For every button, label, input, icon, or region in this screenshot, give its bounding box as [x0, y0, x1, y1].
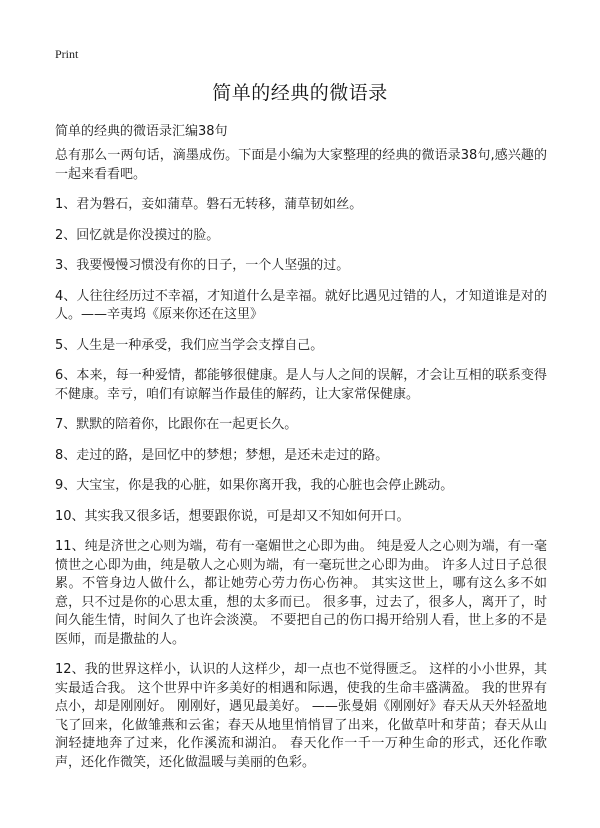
quote-item-6: 6、本来，每一种爱情，都能够很健康。是人与人之间的误解，才会让互相的联系变得不健康。幸亏，咱们有谅解当作最佳的解药，让大家常保健康。: [55, 368, 547, 402]
document-subtitle: 简单的经典的微语录汇编38句: [55, 124, 228, 139]
page-title: 简单的经典的微语录: [212, 82, 388, 104]
quote-item-1: 1、君为磐石，妾如蒲草。磐石无转移，蒲草韧如丝。: [55, 197, 363, 212]
quote-item-8: 8、走过的路，是回忆中的梦想；梦想，是还未走过的路。: [55, 447, 389, 463]
quote-item-9: 9、大宝宝，你是我的心脏，如果你离开我，我的心脏也会停止跳动。: [55, 478, 454, 493]
quote-item-10: 10、其实我又很多话，想要跟你说，可是却又不知如何开口。: [55, 508, 410, 524]
quote-item-4: 4、人往往经历过不幸福，才知道什么是幸福。就好比遇见过错的人，才知道谁是对的人。——辛夷坞《原来你还在这里》: [55, 288, 547, 322]
quote-item-5: 5、人生是一种承受，我们应当学会支撑自己。: [55, 337, 324, 353]
intro-paragraph: 总有那么一两句话，滴墨成伤。下面是小编为大家整理的经典的微语录38句,感兴趣的一起来看看吧。: [55, 148, 547, 182]
quote-item-2: 2、回忆就是你没摸过的脸。: [55, 227, 220, 243]
print-link[interactable]: Print: [55, 47, 79, 61]
quote-item-12: 12、我的世界这样小，认识的人这样少，却一点也不觉得匮乏。 这样的小小世界，其实最适合我。 这个世界中许多美好的相遇和际遇，使我的生命丰盛满盈。 我的世界有点小，却是刚刚好。 刚刚好，遇见最美好。 ——张曼娟《刚刚好》春天从天外轻盈地飞了回来，化做雏燕和云雀；春天从地里悄悄冒了出来，化做草叶和芽苗；春天从山涧轻捷地奔了过来，化作溪流和湖泊。 春天化作一千一万种生命的形式，还化作歌声，还化作微笑，还化做温暖与美丽的色彩。: [55, 662, 547, 770]
quote-item-3: 3、我要慢慢习惯没有你的日子，一个人坚强的过。: [55, 258, 350, 273]
quote-item-7: 7、默默的陪着你，比跟你在一起更长久。: [55, 417, 298, 432]
document-body: [55, 147, 547, 784]
quote-item-11: 11、纯是济世之心则为端，苟有一毫媚世之心即为曲。 纯是爱人之心则为端，有一毫愤世之心即为曲，纯是敬人之心则为端，有一毫玩世之心即为曲。 许多人过日子总很累。不管身边人做什么，都让她劳心劳力伤心伤神。 其实这世上，哪有这么多不如意，只不过是你的心思太重，想的太多而已。 很多事，过去了，很多人，离开了，时间久能生情，时间久了也许会淡漠。 不要把自己的伤口揭开给别人看，世上多的不是医师，而是撒盐的人。: [55, 539, 547, 647]
